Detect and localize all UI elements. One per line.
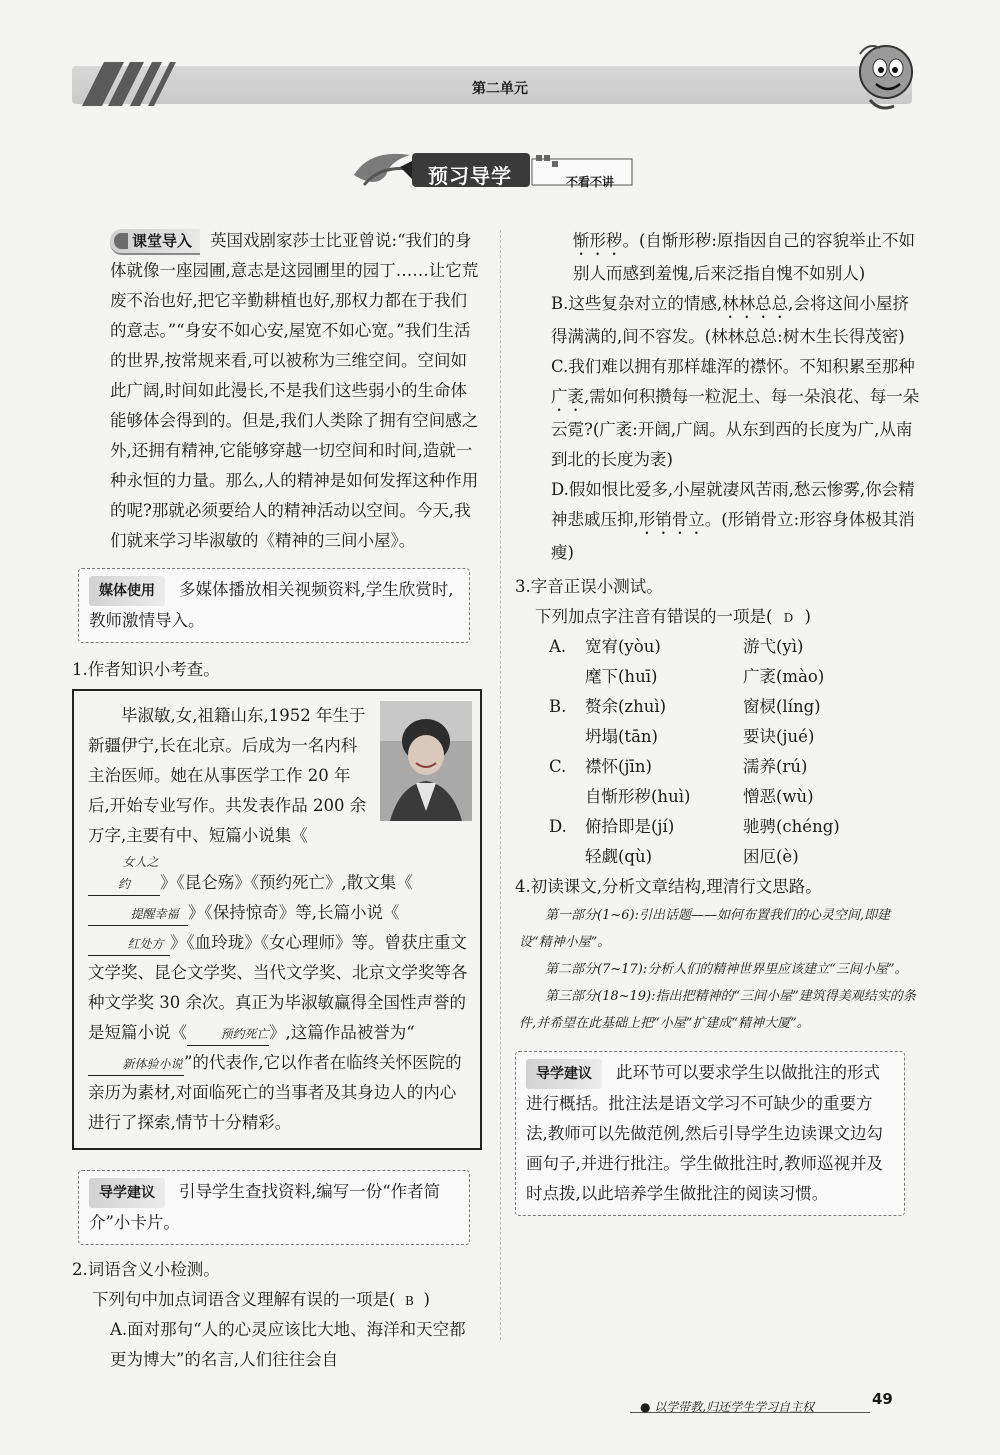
author-box — [72, 689, 482, 1150]
q2-a-word: 惭形秽 — [573, 231, 623, 250]
guide1-text: 引导学生查找资料,编写一份“作者简介”小卡片。 — [89, 1182, 441, 1232]
guide2-text-block — [526, 1058, 894, 1209]
q3-item: 麾下(huī) — [585, 667, 658, 686]
guide2-tag: 导学建议 — [526, 1059, 602, 1089]
right-column — [515, 226, 920, 1216]
q2-d-post: 。(形销骨立:形容身体极其消瘦) — [551, 510, 915, 562]
header-stripes-decoration — [72, 60, 192, 108]
mascot-icon — [850, 40, 920, 115]
q2-answer: B — [405, 1294, 414, 1308]
author-photo — [380, 701, 472, 821]
q3-row-label — [549, 662, 585, 692]
guide-box-1 — [78, 1170, 470, 1245]
q2-c-post: ,需如何积攒每一粒泥土、每一朵浪花、每一朵云霓?(广袤:开阔,广阔。从东到西的长度为广,从南到北的长度为袤) — [551, 387, 920, 469]
column-divider — [500, 230, 501, 1340]
author-text-5: 》,这篇作品被誉为“ — [269, 1023, 415, 1042]
media-tag: 媒体使用 — [89, 576, 165, 606]
unit-title: 第二单元 — [472, 81, 528, 97]
q3-item: 俯拾即是(jí) — [585, 817, 675, 836]
q2-title: 2.词语含义小检测。 — [72, 1260, 220, 1279]
q2-a-post: 。(自惭形秽:原指因自己的容貌举止不如别人而感到羞愧,后来泛指自愧不如别人) — [573, 231, 915, 283]
page-number: 49 — [872, 1390, 893, 1408]
q2-option-d — [515, 475, 920, 568]
q3-stem — [515, 602, 920, 632]
answer-blank-1: 女人之约 — [88, 851, 160, 896]
left-column — [72, 226, 482, 1369]
q3-options — [515, 632, 920, 872]
q3-item: 广袤(mào) — [743, 667, 825, 686]
q2-stem-text: 下列句中加点词语含义理解有误的一项是( — [92, 1290, 396, 1309]
q3-item: 要诀(jué) — [743, 727, 815, 746]
q3-row — [549, 662, 920, 692]
q3-item: 游弋(yì) — [743, 637, 804, 656]
q2-b-word: 林林总总 — [722, 294, 789, 313]
q2-d-pre: D.假如恨比爱多,小屋就凄风苦雨,愁云惨雾,你会精神悲戚压抑, — [551, 480, 915, 529]
intro-tag: 课堂导入 — [110, 229, 200, 255]
q2-c-word: 广袤 — [551, 387, 584, 406]
section-subtitle: 不看不讲 — [566, 175, 615, 189]
q3-item: 憎恶(wù) — [743, 787, 814, 806]
q4-part-1: 第一部分(1~6):引出话题——如何布置我们的心灵空间,即建设“精神小屋”。 — [519, 908, 891, 950]
q2-c-pre: C.我们难以拥有那样雄浑的襟怀。不知积累至那种 — [551, 357, 915, 376]
q4-part-3: 第三部分(18~19):指出把精神的“三间小屋”建筑得美观结实的条件,并希望在此基础上把“小屋”扩建成“精神大厦”。 — [519, 989, 916, 1031]
q3-item: 窗棂(líng) — [743, 697, 821, 716]
intro-paragraph — [110, 226, 482, 556]
author-text-1: 毕淑敏,女,祖籍山东,1952 年生于新疆伊宁,长在北京。后成为一名内科主治医师。她在从事医学工作 20 年后,开始专业写作。共发表作品 200 余万字,主要有中、短篇小说集《 — [88, 706, 367, 845]
q2-option-b — [515, 289, 920, 352]
guide-box-2 — [515, 1051, 905, 1216]
q1-title: 1.作者知识小考查。 — [72, 660, 220, 679]
guide1-text-block — [89, 1177, 459, 1238]
q3-item: 轻觑(qù) — [585, 847, 653, 866]
guide1-tag: 导学建议 — [89, 1178, 165, 1208]
q3-item: 襟怀(jīn) — [585, 757, 652, 776]
q3-item: 自惭形秽(huì) — [585, 787, 691, 806]
answer-blank-4: 预约死亡 — [187, 1023, 269, 1046]
author-text-2: 》《昆仑殇》《预约死亡》,散文集《 — [160, 873, 413, 892]
author-text-4: 》《血玲珑》《女心理师》等。曾获庄重文文学奖、昆仑文学奖、当代文学奖、北京文学奖等各种文学奖 30 余次。真正为毕淑敏赢得全国性声誉的是短篇小说《 — [88, 933, 468, 1042]
media-box — [78, 568, 470, 643]
q3-item: 赘余(zhuì) — [585, 697, 667, 716]
section-title: 预习导学 — [428, 164, 512, 188]
q2-option-a-cont — [515, 226, 920, 289]
q3-row-label: D. — [549, 817, 567, 836]
footer-motto: ● 以学带教,归还学生学习自主权 — [640, 1400, 815, 1414]
q2-option-a — [72, 1315, 482, 1369]
q3-row — [549, 782, 920, 812]
q3-row — [549, 812, 920, 842]
q3-item: 困厄(è) — [743, 847, 799, 866]
q2-d-word: 形销骨立 — [638, 510, 705, 529]
media-text-block — [89, 575, 459, 636]
q4-answer — [515, 902, 920, 1037]
q3-row-label — [549, 722, 585, 752]
q3-row-label: A. — [549, 637, 567, 656]
answer-blank-5: 新体验小说 — [88, 1053, 184, 1076]
q3-stem-end: ) — [804, 607, 811, 626]
q3-row — [549, 632, 920, 662]
guide2-text: 此环节可以要求学生以做批注的形式进行概括。批注法是语文学习不可缺少的重要方法,教师可以先做范例,然后引导学生边读课文边勾画句子,并进行批注。学生做批注时,教师巡视并及时点拨,以此培养学生做批注的阅读习惯。 — [526, 1063, 883, 1203]
author-text-6: ”的代表作,它以作者在临终关怀医院的亲历为素材,对面临死亡的当事者及其身边人的内心进行了探索,情节十分精彩。 — [88, 1053, 462, 1132]
q3-stem-text: 下列加点字注音有错误的一项是( — [535, 607, 773, 626]
q2-a-text: A.面对那句“人的心灵应该比大地、海洋和天空都更为博大”的名言,人们往往会自 — [110, 1320, 466, 1369]
q3-row — [549, 692, 920, 722]
media-text: 多媒体播放相关视频资料,学生欣赏时,教师激情导入。 — [89, 580, 454, 630]
q3-row-label — [549, 842, 585, 872]
q3-row — [549, 842, 920, 872]
q3-item: 坍塌(tān) — [585, 727, 658, 746]
q2-b-pre: B.这些复杂对立的情感, — [551, 294, 723, 313]
q2-stem-end: ) — [423, 1290, 430, 1309]
q4-title: 4.初读课文,分析文章结构,理清行文思路。 — [515, 877, 822, 896]
q2-b-post: ,会将这间小屋挤得满满的,间不容发。(林林总总:树木生长得茂密) — [551, 294, 909, 346]
q3-row — [549, 752, 920, 782]
q3-item: 濡养(rú) — [743, 757, 808, 776]
q3-item: 宽宥(yòu) — [585, 637, 661, 656]
q3-row-label: B. — [549, 697, 567, 716]
author-text-3: 》《保持惊奇》等,长篇小说《 — [188, 903, 400, 922]
q3-item: 驰骋(chéng) — [743, 817, 840, 836]
q3-row-label: C. — [549, 757, 567, 776]
q3-row-label — [549, 782, 585, 812]
q2-stem — [72, 1285, 482, 1315]
answer-blank-3: 红处方 — [88, 933, 170, 956]
q3-title: 3.字音正误小测试。 — [515, 577, 663, 596]
footer-motto-text: 以学带教,归还学生学习自主权 — [654, 1400, 815, 1414]
answer-blank-2: 提醒幸福 — [88, 903, 188, 926]
q2-option-c — [515, 352, 920, 475]
q3-row — [549, 722, 920, 752]
intro-text: 英国戏剧家莎士比亚曾说:“我们的身体就像一座园圃,意志是这园圃里的园丁……让它荒废不治也好,把它辛勤耕植也好,那权力都在于我们的意志。”“身安不如心安,屋宽不如心宽。”我们生活的世界,按常规来看,可以被称为三维空间。空间如此广阔,时间如此漫长,不是我们这些弱小的生命体能够体会得到的。但是,我们人类除了拥有空间感之外,还拥有精神,它能够穿越一切空间和时间,造就一种永恒的力量。那么,人的精神是如何发挥这种作用的呢?那就必须要给人的精神活动以空间。今天,我们就来学习毕淑敏的《精神的三间小屋》。 — [110, 231, 479, 550]
q3-answer: D — [783, 611, 794, 625]
q4-part-2: 第二部分(7~17):分析人们的精神世界里应该建立“三间小屋”。 — [545, 962, 908, 977]
